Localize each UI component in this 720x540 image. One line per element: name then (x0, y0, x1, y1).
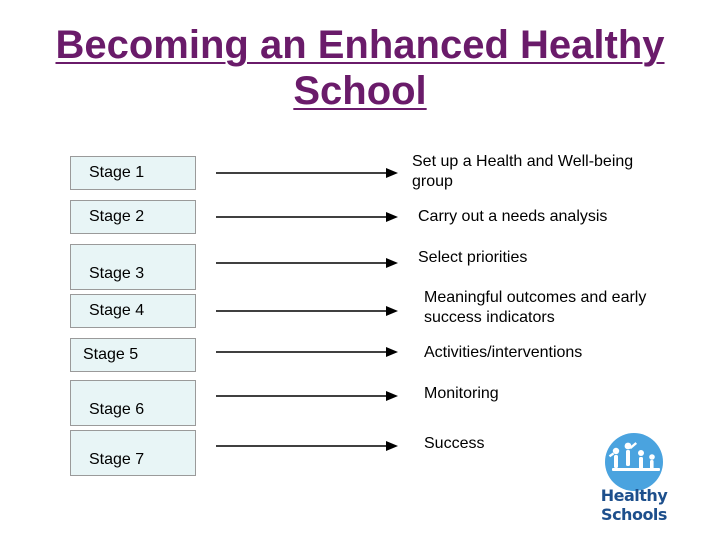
page-title (0, 22, 720, 114)
stage-1-description-line-2: group (412, 173, 453, 190)
stage-5-description-line-1: Activities/interventions (424, 344, 583, 361)
stage-2-label: Stage 2 (89, 208, 145, 225)
stage-4-description-line-1: Meaningful outcomes and early (424, 289, 647, 306)
stage-2-description-line-1: Carry out a needs analysis (418, 208, 608, 225)
stage-2-description (418, 207, 607, 227)
stage-1-description (412, 152, 633, 192)
logo-text: Healthy Schools (600, 486, 668, 524)
stage-3-box (70, 244, 196, 290)
stage-7-box (70, 430, 196, 476)
stage-3-label: Stage 3 (89, 265, 145, 282)
stage-7-label: Stage 7 (89, 451, 145, 468)
arrow-stage-6 (216, 390, 398, 402)
stage-5-box (70, 338, 196, 372)
title-line-1: Becoming an Enhanced Healthy (55, 23, 665, 67)
stage-4-description (424, 288, 646, 328)
stage-6-description-line-1: Monitoring (424, 385, 499, 402)
stage-2-box (70, 200, 196, 234)
stage-3-description (418, 248, 527, 268)
arrow-stage-2 (216, 211, 398, 223)
stage-1-description-line-1: Set up a Health and Well-being (412, 153, 634, 170)
arrow-stage-4 (216, 305, 398, 317)
stage-6-box (70, 380, 196, 426)
stage-5-description (424, 343, 582, 363)
stage-1-box (70, 156, 196, 190)
arrow-stage-3 (216, 257, 398, 269)
stage-4-label: Stage 4 (89, 302, 145, 319)
stage-6-label: Stage 6 (89, 401, 145, 418)
stage-4-description-line-2: success indicators (424, 309, 555, 326)
stage-5-label: Stage 5 (83, 346, 139, 363)
stage-3-description-line-1: Select priorities (418, 249, 528, 266)
title-line-2: School (293, 69, 427, 113)
stage-7-description-line-1: Success (424, 435, 485, 452)
stage-1-label: Stage 1 (89, 164, 145, 181)
arrow-stage-7 (216, 440, 398, 452)
arrow-stage-5 (216, 346, 398, 358)
arrow-stage-1 (216, 167, 398, 179)
healthy-schools-logo-text (572, 486, 696, 524)
stage-4-box (70, 294, 196, 328)
stage-7-description (424, 434, 484, 454)
stage-6-description (424, 384, 499, 404)
